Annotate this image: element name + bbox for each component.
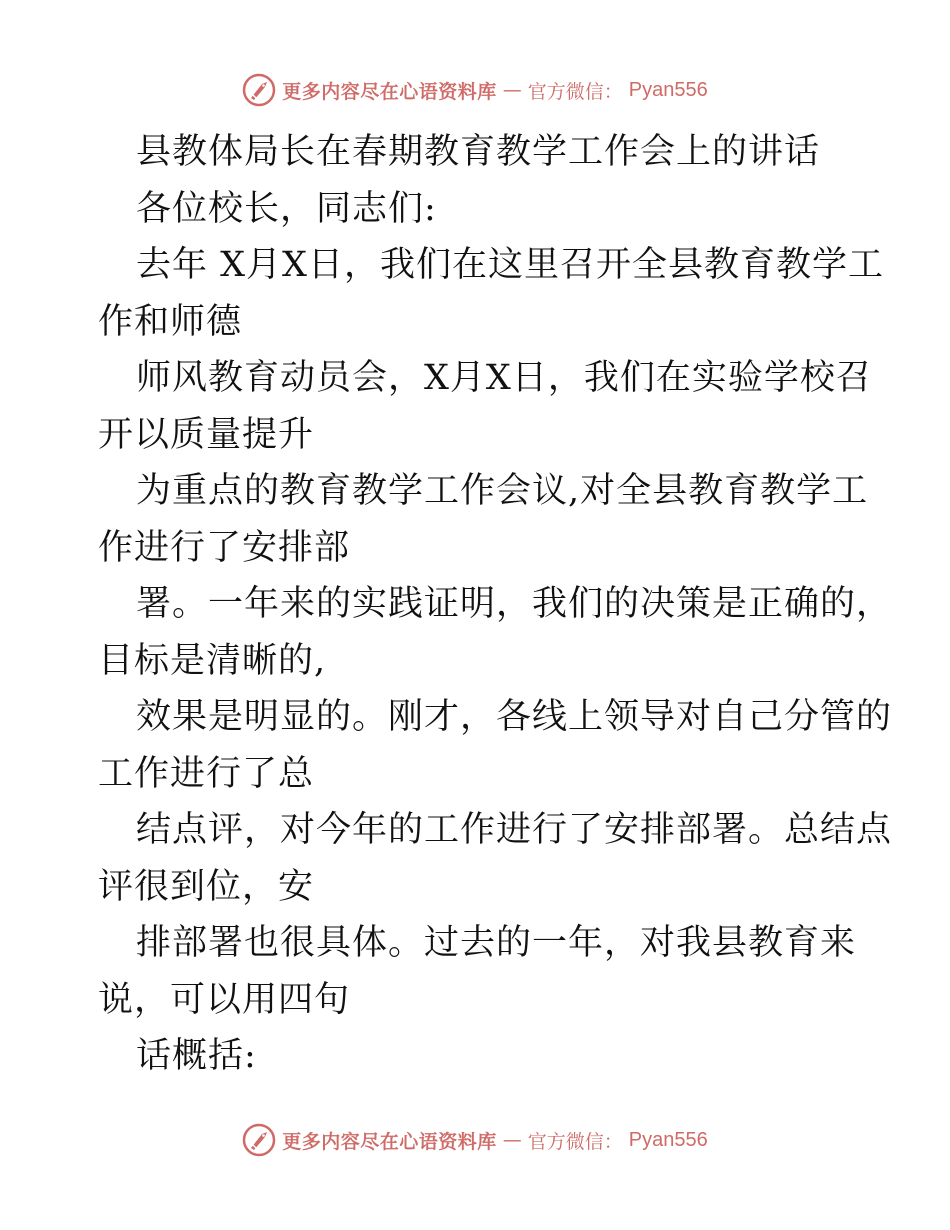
paragraph-line: 效果是明显的。刚才，各线上领导对自己分管的 [136,697,893,737]
document-body [98,124,893,1085]
paragraph-line: 为重点的教育教学工作会议,对全县教育教学工 [136,471,869,511]
watermark-banner-bottom [0,1120,950,1160]
paragraph-line: 目标是清晰的, [98,640,327,681]
paragraph-line: 作进行了安排部 [98,527,351,568]
watermark-main-text: 更多内容尽在心语资料库 [282,80,497,103]
document-title: 县教体局长在春期教育教学工作会上的讲话 [136,132,821,172]
paragraph-line: 作和师德 [98,301,243,342]
watermark-separator: — [502,79,522,101]
paragraph-line: 结点评，对今年的工作进行了安排部署。总结点 [136,810,893,850]
watermark-separator: — [502,1129,522,1151]
watermark-banner-top [0,70,950,110]
watermark-main-text: 更多内容尽在心语资料库 [282,1130,497,1153]
paragraph-line: 评很到位，安 [98,866,315,907]
salutation: 各位校长，同志们: [136,188,437,229]
paragraph-line: 署。一年来的实践证明，我们的决策是正确的， [136,584,893,624]
paragraph-line: 说，可以用四句 [98,979,351,1020]
paragraph-line: 排部署也很具体。过去的一年，对我县教育来 [136,923,857,963]
paragraph-line: 师风教育动员会，X月X日，我们在实验学校召 [136,358,872,398]
watermark-wechat-id: Pyan556 [628,78,708,101]
pen-nib-icon [242,1123,276,1157]
watermark-content [242,1123,708,1157]
paragraph-line: 工作进行了总 [98,753,315,794]
watermark-wechat-label: 官方微信： [527,80,623,103]
pen-nib-icon [242,73,276,107]
paragraph-line: 开以质量提升 [98,414,315,455]
watermark-wechat-label: 官方微信： [527,1130,623,1153]
watermark-content [242,73,708,107]
paragraph-line: 去年 X月X日，我们在这里召开全县教育教学工 [136,245,884,285]
paragraph-line: 话概括: [136,1036,257,1076]
watermark-wechat-id: Pyan556 [628,1128,708,1151]
